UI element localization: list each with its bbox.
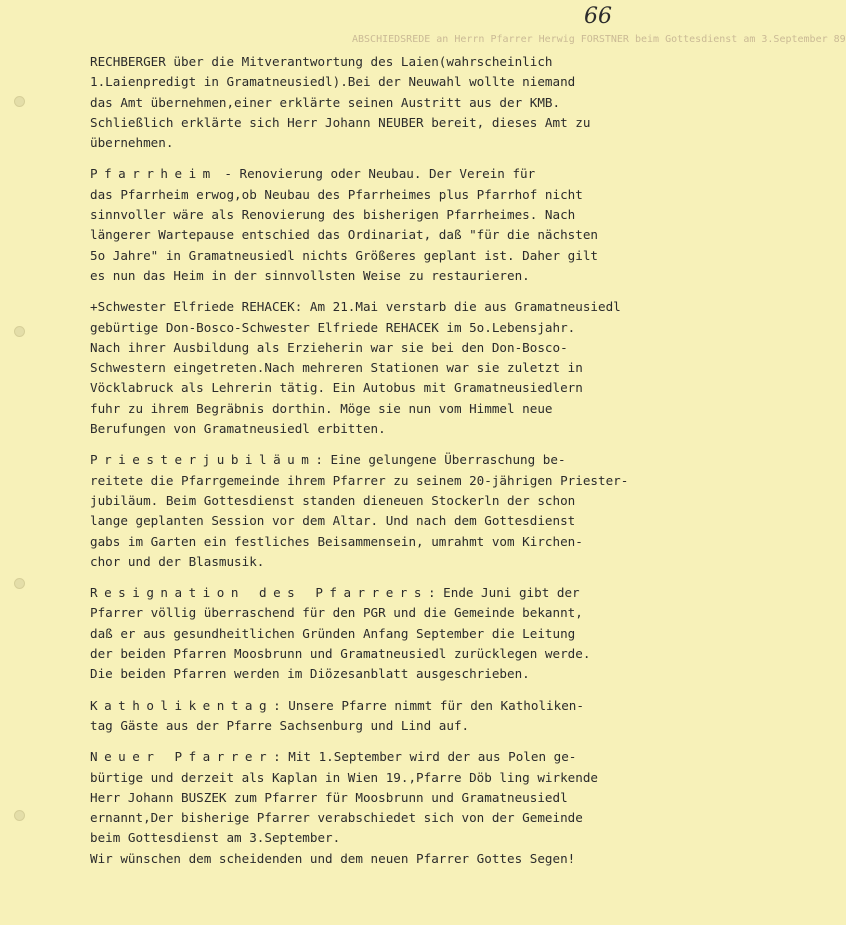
section-heading: Neuer Pfarrer (90, 749, 274, 765)
section-heading: Pfarrheim (90, 166, 217, 182)
text-line: lange geplanten Session vor dem Altar. Und nach dem Gottesdienst (90, 513, 576, 529)
text-line: Nach ihrer Ausbildung als Erzieherin war sie bei den Don-Bosco- (90, 339, 568, 355)
text-line: bürtige und derzeit als Kaplan in Wien 19.,Pfarre Döb ling wirkende (90, 769, 598, 785)
text-line: Berufungen von Gramatneusiedl erbitten. (90, 421, 386, 437)
punch-hole (14, 810, 25, 821)
text-line: gebürtige Don-Bosco-Schwester Elfriede REHACEK im 5o.Lebensjahr. (90, 319, 576, 335)
document-body (90, 52, 638, 880)
text-line (90, 164, 638, 184)
paragraph (90, 52, 638, 153)
paragraph (90, 696, 638, 737)
punch-hole (14, 326, 25, 337)
section-heading: Katholikentag (90, 697, 274, 713)
page-number: 66 (584, 4, 612, 29)
text-line: +Schwester Elfriede REHACEK: Am 21.Mai verstarb die aus Gramatneusiedl (90, 299, 621, 315)
line-text: : Eine gelungene Überraschung be- (315, 452, 566, 468)
text-line: Pfarrer völlig überraschend für den PGR und die Gemeinde bekannt, (90, 605, 583, 621)
paragraph (90, 450, 638, 572)
text-line: RECHBERGER über die Mitverantwortung des Laien(wahrscheinlich (90, 54, 553, 69)
text-line (90, 583, 638, 603)
text-line: es nun das Heim in der sinnvollsten Weise zu restaurieren. (90, 267, 530, 283)
text-line: sinnvoller wäre als Renovierung des bisherigen Pfarrheimes. Nach (90, 207, 576, 223)
text-line: Wir wünschen dem scheidenden und dem neuen Pfarrer Gottes Segen! (90, 850, 576, 866)
line-text: : Mit 1.September wird der aus Polen ge- (273, 749, 577, 765)
text-line: der beiden Pfarren Moosbrunn und Gramatneusiedl zurücklegen werde. (90, 646, 591, 662)
text-line: übernehmen. (90, 135, 174, 151)
line-text: - Renovierung oder Neubau. Der Verein für (216, 166, 536, 182)
text-line (90, 696, 638, 716)
text-line: beim Gottesdienst am 3.September. (90, 830, 341, 846)
text-line: längerer Wartepause entschied das Ordinariat, daß "für die nächsten (90, 227, 598, 243)
text-line: fuhr zu ihrem Begräbnis dorthin. Möge sie nun vom Himmel neue (90, 400, 553, 416)
text-line (90, 747, 638, 767)
text-line: Herr Johann BUSZEK zum Pfarrer für Moosbrunn und Gramatneusiedl (90, 789, 568, 805)
line-text: : Unsere Pfarre nimmt für den Katholiken- (273, 697, 584, 713)
text-line: 1.Laienpredigt in Gramatneusiedl).Bei der Neuwahl wollte niemand (90, 74, 576, 90)
text-line: reitete die Pfarrgemeinde ihrem Pfarrer zu seinem 20-jährigen Priester- (90, 472, 629, 488)
text-line: das Amt übernehmen,einer erklärte seinen Austritt aus der KMB. (90, 94, 561, 110)
punch-hole (14, 96, 25, 107)
text-line: Die beiden Pfarren werden im Diözesanblatt ausgeschrieben. (90, 666, 530, 682)
line-text: : Ende Juni gibt der (427, 585, 580, 601)
text-line: daß er aus gesundheitlichen Gründen Anfang September die Leitung (90, 625, 576, 641)
text-line: Schwestern eingetreten.Nach mehreren Stationen war sie zuletzt in (90, 360, 583, 376)
section-heading: Resignation des Pfarrers (90, 585, 428, 601)
text-line: Vöcklabruck als Lehrerin tätig. Ein Autobus mit Gramatneusiedlern (90, 380, 583, 396)
show-through-text: ABSCHIEDSREDE an Herrn Pfarrer Herwig FORSTNER beim Gottesdienst am 3.September 89 (352, 34, 846, 45)
paragraph (90, 164, 638, 286)
text-line: 5o Jahre" in Gramatneusiedl nichts Größeres geplant ist. Daher gilt (90, 247, 598, 263)
paragraph (90, 747, 638, 869)
text-line: das Pfarrheim erwog,ob Neubau des Pfarrheimes plus Pfarrhof nicht (90, 186, 583, 202)
text-line: ernannt,Der bisherige Pfarrer verabschiedet sich von der Gemeinde (90, 810, 583, 826)
text-line: chor und der Blasmusik. (90, 553, 265, 569)
text-line: Schließlich erklärte sich Herr Johann NEUBER bereit, dieses Amt zu (90, 114, 591, 130)
paragraph (90, 583, 638, 684)
paragraph (90, 297, 638, 439)
punch-hole (14, 578, 25, 589)
text-line: gabs im Garten ein festliches Beisammensein, umrahmt vom Kirchen- (90, 533, 583, 549)
text-line (90, 450, 638, 470)
text-line: jubiläum. Beim Gottesdienst standen dieneuen Stockerln der schon (90, 492, 576, 508)
text-line: tag Gäste aus der Pfarre Sachsenburg und Lind auf. (90, 717, 470, 733)
section-heading: Priesterjubiläum (90, 452, 316, 468)
